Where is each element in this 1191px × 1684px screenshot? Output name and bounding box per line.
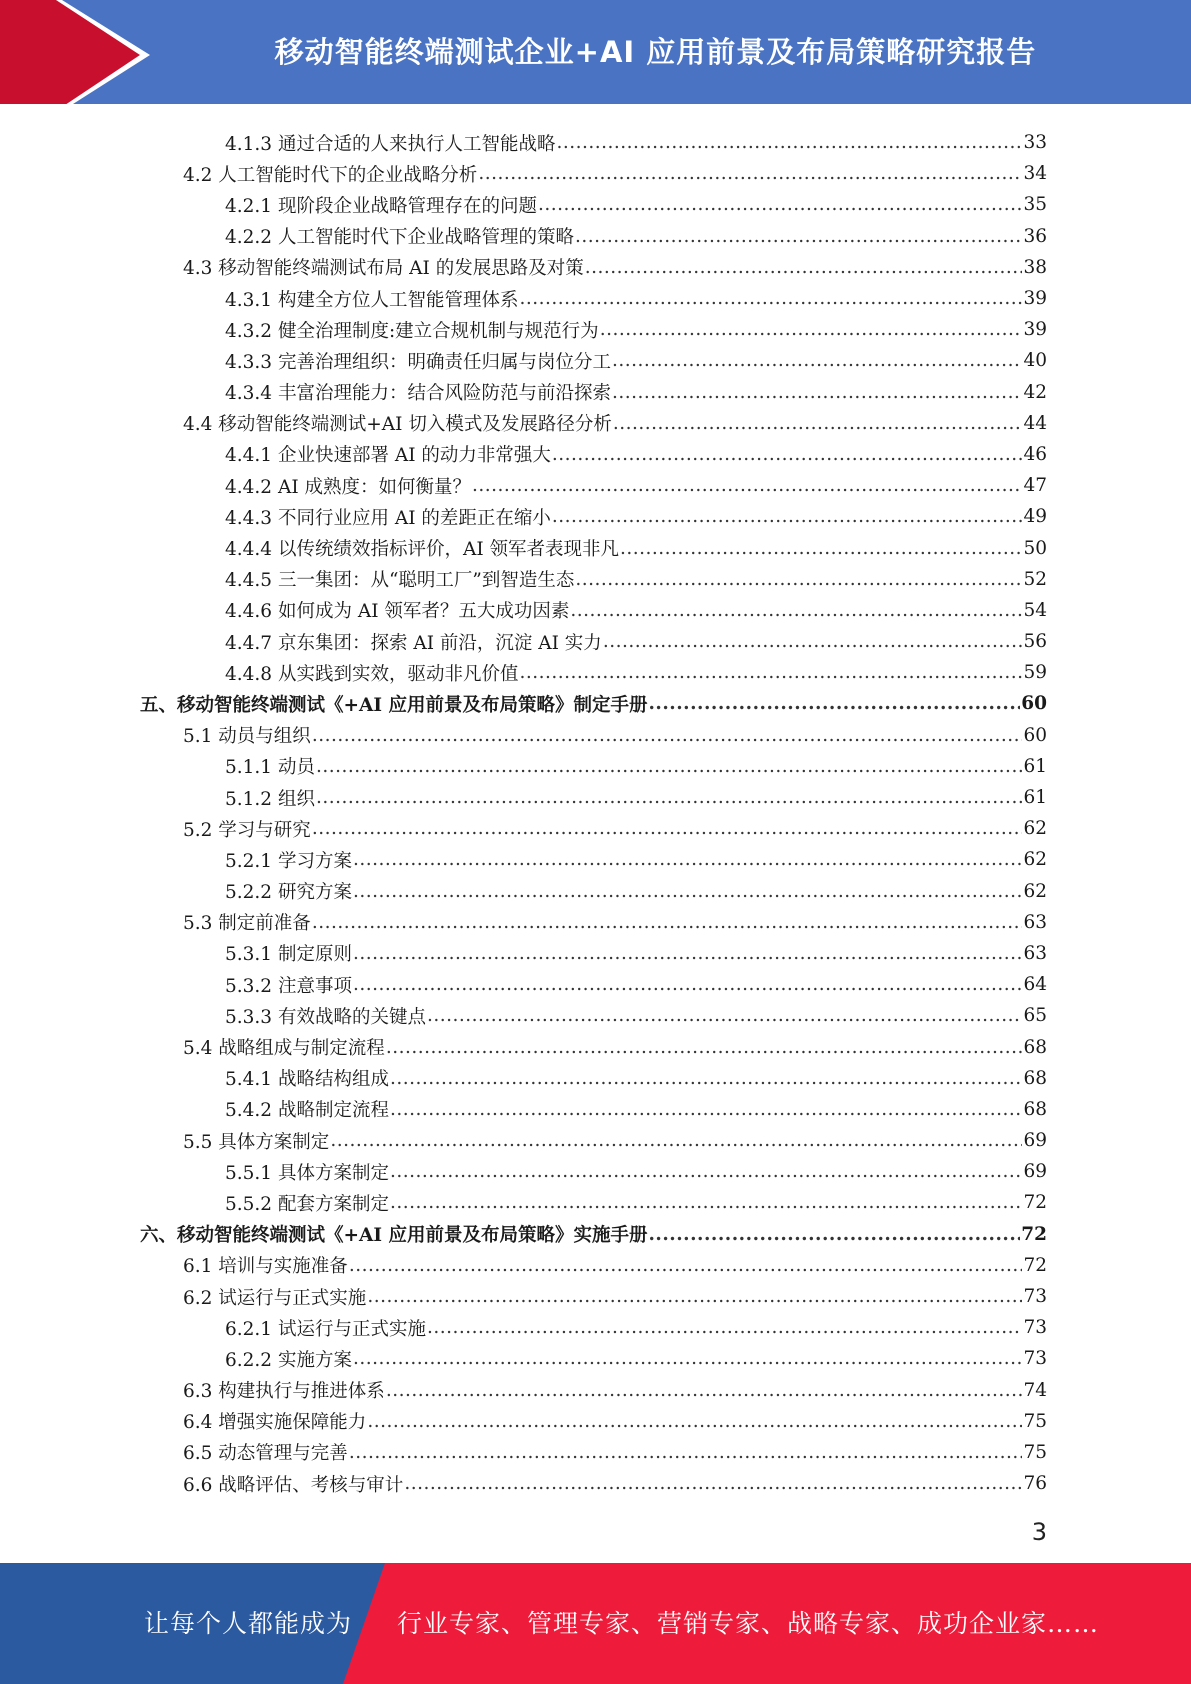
toc-entry-line <box>225 501 1047 532</box>
toc-entry[interactable] <box>0 969 1191 1000</box>
toc-dot-leader <box>404 1473 1022 1494</box>
toc-dot-leader <box>575 569 1022 590</box>
toc-entry-line <box>225 564 1047 595</box>
toc-dot-leader <box>353 974 1023 995</box>
toc-entry[interactable] <box>0 1437 1191 1468</box>
toc-entry[interactable] <box>0 844 1191 875</box>
toc-entry-line <box>225 657 1047 688</box>
toc-entry-title: 6.5 动态管理与完善 <box>183 1443 348 1465</box>
toc-entry-page: 40 <box>1023 350 1047 372</box>
toc-dot-leader <box>620 538 1022 559</box>
toc-dot-leader <box>519 662 1022 683</box>
toc-dot-leader <box>390 1068 1022 1089</box>
toc-entry-title: 5.5 具体方案制定 <box>183 1131 330 1153</box>
toc-entry[interactable] <box>0 377 1191 408</box>
toc-entry[interactable] <box>0 688 1191 719</box>
toc-entry-page: 34 <box>1023 163 1047 185</box>
toc-entry[interactable] <box>0 1031 1191 1062</box>
toc-entry-line <box>225 1343 1047 1374</box>
toc-entry[interactable] <box>0 1250 1191 1281</box>
toc-entry-line <box>225 1312 1047 1343</box>
toc-dot-leader <box>519 288 1022 309</box>
toc-entry-line <box>225 532 1047 563</box>
toc-entry-title: 4.4.7 京东集团：探索 AI 前沿，沉淀 AI 实力 <box>225 632 602 654</box>
toc-dot-leader <box>390 1099 1022 1120</box>
toc-entry-title: 六、移动智能终端测试《+AI 应用前景及布局策略》实施手册 <box>140 1225 648 1247</box>
toc-entry-page: 49 <box>1023 506 1047 528</box>
toc-entry[interactable] <box>0 1063 1191 1094</box>
toc-dot-leader <box>330 1130 1022 1151</box>
toc-dot-leader <box>603 631 1023 652</box>
header-title: 移动智能终端测试企业+AI 应用前景及布局策略研究报告 <box>274 35 1037 69</box>
toc-entry-title: 6.4 增强实施保障能力 <box>183 1412 367 1434</box>
toc-dot-leader <box>427 1005 1022 1026</box>
toc-entry-page: 63 <box>1023 911 1047 933</box>
toc-entry-line <box>225 377 1047 408</box>
toc-entry-page: 50 <box>1023 537 1047 559</box>
toc-entry-line <box>225 221 1047 252</box>
toc-entry-page: 52 <box>1023 568 1047 590</box>
footer-slogan-right: 行业专家、管理专家、营销专家、战略专家、成功企业家…… <box>397 1609 1100 1638</box>
toc-entry-page: 65 <box>1023 1005 1047 1027</box>
toc-entry-title: 4.4 移动智能终端测试+AI 切入模式及发展路径分析 <box>183 414 612 436</box>
toc-entry-page: 61 <box>1023 755 1047 777</box>
toc-entry-title: 4.4.4 以传统绩效指标评价，AI 领军者表现非凡 <box>225 539 620 561</box>
toc-entry[interactable] <box>0 501 1191 532</box>
page-footer <box>0 1563 1191 1684</box>
toc-entry-line <box>225 876 1047 907</box>
toc-entry-title: 4.4.5 三一集团：从“聪明工厂”到智造生态 <box>225 570 575 592</box>
toc-entry[interactable] <box>0 626 1191 657</box>
toc-entry-line <box>225 345 1047 376</box>
toc-dot-leader <box>575 226 1022 247</box>
toc-dot-leader <box>556 132 1022 153</box>
toc-entry-title: 6.6 战略评估、考核与审计 <box>183 1474 404 1496</box>
toc-entry[interactable] <box>0 1094 1191 1125</box>
toc-entry-line <box>140 688 1047 719</box>
toc-entry[interactable] <box>0 1156 1191 1187</box>
toc-entry-title: 4.4.6 如何成为 AI 领军者？五大成功因素 <box>225 601 570 623</box>
toc-dot-leader <box>570 600 1022 621</box>
toc-entry-page: 68 <box>1023 1098 1047 1120</box>
toc-dot-leader <box>552 444 1023 465</box>
toc-entry-page: 39 <box>1023 319 1047 341</box>
toc-entry-page: 33 <box>1023 132 1047 154</box>
toc-dot-leader <box>349 1255 1023 1276</box>
toc-entry-line <box>225 751 1047 782</box>
table-of-contents <box>0 127 1191 1499</box>
toc-entry-line <box>225 938 1047 969</box>
toc-entry[interactable] <box>0 189 1191 220</box>
header-bottom-rule <box>0 104 1191 111</box>
toc-dot-leader <box>316 756 1023 777</box>
toc-entry-line <box>183 813 1047 844</box>
toc-entry-line <box>225 595 1047 626</box>
toc-entry-line <box>183 408 1047 439</box>
toc-entry[interactable] <box>0 938 1191 969</box>
toc-entry-page: 59 <box>1023 662 1047 684</box>
toc-entry-page: 68 <box>1023 1067 1047 1089</box>
toc-dot-leader <box>612 350 1022 371</box>
toc-entry-line <box>183 1406 1047 1437</box>
toc-entry-page: 39 <box>1023 288 1047 310</box>
toc-entry-line <box>225 189 1047 220</box>
toc-entry-title: 6.2.2 实施方案 <box>225 1349 352 1371</box>
toc-entry-page: 68 <box>1023 1036 1047 1058</box>
toc-dot-leader <box>585 257 1023 278</box>
toc-entry-page: 73 <box>1023 1348 1047 1370</box>
toc-entry-line <box>183 1125 1047 1156</box>
toc-entry-line <box>225 844 1047 875</box>
toc-dot-leader <box>390 1192 1022 1213</box>
toc-entry[interactable] <box>0 158 1191 189</box>
toc-entry-line <box>225 439 1047 470</box>
toc-entry-line <box>225 1000 1047 1031</box>
toc-entry[interactable] <box>0 1219 1191 1250</box>
toc-entry[interactable] <box>0 1343 1191 1374</box>
toc-entry-page: 62 <box>1023 849 1047 871</box>
toc-entry[interactable] <box>0 657 1191 688</box>
toc-entry-title: 4.3.2 健全治理制度:建立合规机制与规范行为 <box>225 320 599 342</box>
toc-entry-page: 38 <box>1023 256 1047 278</box>
toc-entry[interactable] <box>0 439 1191 470</box>
toc-entry-line <box>183 1437 1047 1468</box>
toc-entry-title: 5.2.2 研究方案 <box>225 882 352 904</box>
toc-entry-page: 64 <box>1023 974 1047 996</box>
toc-entry-page: 62 <box>1023 818 1047 840</box>
toc-entry-page: 60 <box>1023 724 1047 746</box>
toc-entry-title: 5.4.1 战略结构组成 <box>225 1069 389 1091</box>
toc-entry-page: 46 <box>1023 443 1047 465</box>
toc-entry-title: 4.4.3 不同行业应用 AI 的差距正在缩小 <box>225 507 551 529</box>
toc-entry-line <box>225 626 1047 657</box>
toc-entry-page: 44 <box>1023 412 1047 434</box>
toc-entry[interactable] <box>0 221 1191 252</box>
toc-entry-page: 76 <box>1023 1473 1047 1495</box>
toc-entry-title: 4.2.2 人工智能时代下企业战略管理的策略 <box>225 227 574 249</box>
toc-entry-title: 五、移动智能终端测试《+AI 应用前景及布局策略》制定手册 <box>140 694 648 716</box>
toc-entry-title: 6.2.1 试运行与正式实施 <box>225 1318 426 1340</box>
toc-entry-page: 75 <box>1023 1441 1047 1463</box>
toc-entry-title: 4.4.2 AI 成熟度：如何衡量？ <box>225 476 472 498</box>
page-header <box>0 0 1191 111</box>
toc-entry-line <box>225 1063 1047 1094</box>
toc-entry-title: 5.1.1 动员 <box>225 757 315 779</box>
toc-dot-leader <box>648 1224 1020 1245</box>
toc-entry[interactable] <box>0 751 1191 782</box>
toc-entry-page: 36 <box>1023 225 1047 247</box>
toc-entry[interactable] <box>0 564 1191 595</box>
toc-entry-line <box>183 158 1047 189</box>
toc-entry-title: 5.5.1 具体方案制定 <box>225 1162 389 1184</box>
toc-entry-page: 60 <box>1021 693 1047 715</box>
toc-entry-title: 6.1 培训与实施准备 <box>183 1256 348 1278</box>
toc-entry-line <box>183 1250 1047 1281</box>
toc-entry-line <box>225 1156 1047 1187</box>
toc-entry[interactable] <box>0 1281 1191 1312</box>
toc-dot-leader <box>427 1317 1022 1338</box>
toc-dot-leader <box>648 693 1020 714</box>
toc-entry-page: 42 <box>1023 381 1047 403</box>
toc-dot-leader <box>386 1380 1023 1401</box>
toc-entry-title: 5.1 动员与组织 <box>183 726 311 748</box>
toc-entry[interactable] <box>0 1312 1191 1343</box>
footer-slogan-left: 让每个人都能成为 <box>144 1609 353 1638</box>
toc-entry[interactable] <box>0 1406 1191 1437</box>
toc-entry-line <box>183 1031 1047 1062</box>
toc-dot-leader <box>353 849 1023 870</box>
toc-entry-title: 6.2 试运行与正式实施 <box>183 1287 367 1309</box>
toc-entry-title: 5.3.3 有效战略的关键点 <box>225 1006 426 1028</box>
toc-entry-page: 72 <box>1023 1254 1047 1276</box>
toc-entry-page: 69 <box>1023 1161 1047 1183</box>
toc-entry[interactable] <box>0 720 1191 751</box>
toc-entry-line <box>225 969 1047 1000</box>
toc-entry-title: 5.1.2 组织 <box>225 788 315 810</box>
toc-entry-title: 4.3.1 构建全方位人工智能管理体系 <box>225 289 519 311</box>
toc-dot-leader <box>367 1411 1022 1432</box>
toc-entry-line <box>183 1281 1047 1312</box>
toc-dot-leader <box>552 506 1023 527</box>
toc-entry-title: 4.3 移动智能终端测试布局 AI 的发展思路及对策 <box>183 258 584 280</box>
toc-entry-line <box>183 1468 1047 1499</box>
toc-entry-title: 5.3.2 注意事项 <box>225 975 352 997</box>
toc-entry-title: 5.3.1 制定原则 <box>225 944 352 966</box>
toc-entry[interactable] <box>0 1187 1191 1218</box>
toc-entry[interactable] <box>0 532 1191 563</box>
toc-entry-line <box>225 127 1047 158</box>
toc-entry-page: 73 <box>1023 1317 1047 1339</box>
toc-dot-leader <box>367 1286 1022 1307</box>
toc-entry-title: 6.3 构建执行与推进体系 <box>183 1381 385 1403</box>
toc-entry[interactable] <box>0 1375 1191 1406</box>
toc-dot-leader <box>353 1348 1023 1369</box>
toc-entry-page: 72 <box>1023 1192 1047 1214</box>
toc-entry[interactable] <box>0 470 1191 501</box>
page-number: 3 <box>1031 1518 1047 1546</box>
toc-entry-title: 5.5.2 配套方案制定 <box>225 1193 389 1215</box>
toc-entry[interactable] <box>0 283 1191 314</box>
toc-dot-leader <box>612 382 1022 403</box>
toc-dot-leader <box>538 194 1022 215</box>
toc-dot-leader <box>312 725 1023 746</box>
toc-entry[interactable] <box>0 127 1191 158</box>
toc-dot-leader <box>600 319 1023 340</box>
toc-entry-line <box>140 1219 1047 1250</box>
toc-entry[interactable] <box>0 782 1191 813</box>
toc-entry-title: 4.4.1 企业快速部署 AI 的动力非常强大 <box>225 445 551 467</box>
toc-entry[interactable] <box>0 252 1191 283</box>
toc-entry-line <box>225 283 1047 314</box>
toc-entry[interactable] <box>0 1125 1191 1156</box>
toc-dot-leader <box>390 1161 1022 1182</box>
toc-entry[interactable] <box>0 1000 1191 1031</box>
toc-entry-page: 62 <box>1023 880 1047 902</box>
toc-entry-line <box>183 720 1047 751</box>
toc-entry-line <box>183 907 1047 938</box>
toc-entry-line <box>183 252 1047 283</box>
toc-dot-leader <box>312 818 1023 839</box>
toc-entry-page: 56 <box>1023 631 1047 653</box>
toc-entry-title: 5.2.1 学习方案 <box>225 850 352 872</box>
toc-entry-page: 35 <box>1023 194 1047 216</box>
toc-entry-title: 4.3.3 完善治理组织：明确责任归属与岗位分工 <box>225 351 611 373</box>
toc-entry-page: 69 <box>1023 1130 1047 1152</box>
toc-entry-page: 75 <box>1023 1410 1047 1432</box>
toc-entry-page: 54 <box>1023 599 1047 621</box>
toc-entry-page: 72 <box>1021 1223 1047 1245</box>
toc-entry-line <box>225 314 1047 345</box>
toc-entry[interactable] <box>0 1468 1191 1499</box>
toc-entry-page: 47 <box>1023 475 1047 497</box>
toc-entry-page: 61 <box>1023 787 1047 809</box>
toc-dot-leader <box>349 1442 1023 1463</box>
chevron-red <box>0 0 140 111</box>
toc-entry[interactable] <box>0 876 1191 907</box>
toc-entry-title: 5.2 学习与研究 <box>183 819 311 841</box>
toc-entry-title: 5.4.2 战略制定流程 <box>225 1100 389 1122</box>
toc-entry-title: 5.4 战略组成与制定流程 <box>183 1038 385 1060</box>
toc-dot-leader <box>353 943 1023 964</box>
toc-entry-title: 4.4.8 从实践到实效，驱动非凡价值 <box>225 663 519 685</box>
toc-dot-leader <box>386 1037 1023 1058</box>
toc-entry-page: 73 <box>1023 1286 1047 1308</box>
toc-dot-leader <box>316 787 1023 808</box>
toc-dot-leader <box>312 912 1023 933</box>
toc-entry[interactable] <box>0 907 1191 938</box>
toc-entry-title: 4.1.3 通过合适的人来执行人工智能战略 <box>225 133 556 155</box>
toc-entry-title: 4.2.1 现阶段企业战略管理存在的问题 <box>225 195 537 217</box>
toc-entry[interactable] <box>0 408 1191 439</box>
toc-entry-page: 74 <box>1023 1379 1047 1401</box>
toc-entry[interactable] <box>0 595 1191 626</box>
toc-entry-title: 5.3 制定前准备 <box>183 913 311 935</box>
toc-dot-leader <box>472 475 1022 496</box>
toc-entry-title: 4.3.4 丰富治理能力：结合风险防范与前沿探索 <box>225 383 611 405</box>
toc-entry-line <box>225 1187 1047 1218</box>
toc-entry-line <box>225 470 1047 501</box>
toc-dot-leader <box>353 881 1023 902</box>
toc-entry[interactable] <box>0 314 1191 345</box>
toc-dot-leader <box>613 413 1023 434</box>
toc-entry-page: 63 <box>1023 942 1047 964</box>
toc-entry[interactable] <box>0 813 1191 844</box>
toc-entry[interactable] <box>0 345 1191 376</box>
toc-entry-title: 4.2 人工智能时代下的企业战略分析 <box>183 164 478 186</box>
toc-dot-leader <box>478 163 1022 184</box>
toc-entry-line <box>183 1375 1047 1406</box>
toc-entry-line <box>225 782 1047 813</box>
toc-entry-line <box>225 1094 1047 1125</box>
